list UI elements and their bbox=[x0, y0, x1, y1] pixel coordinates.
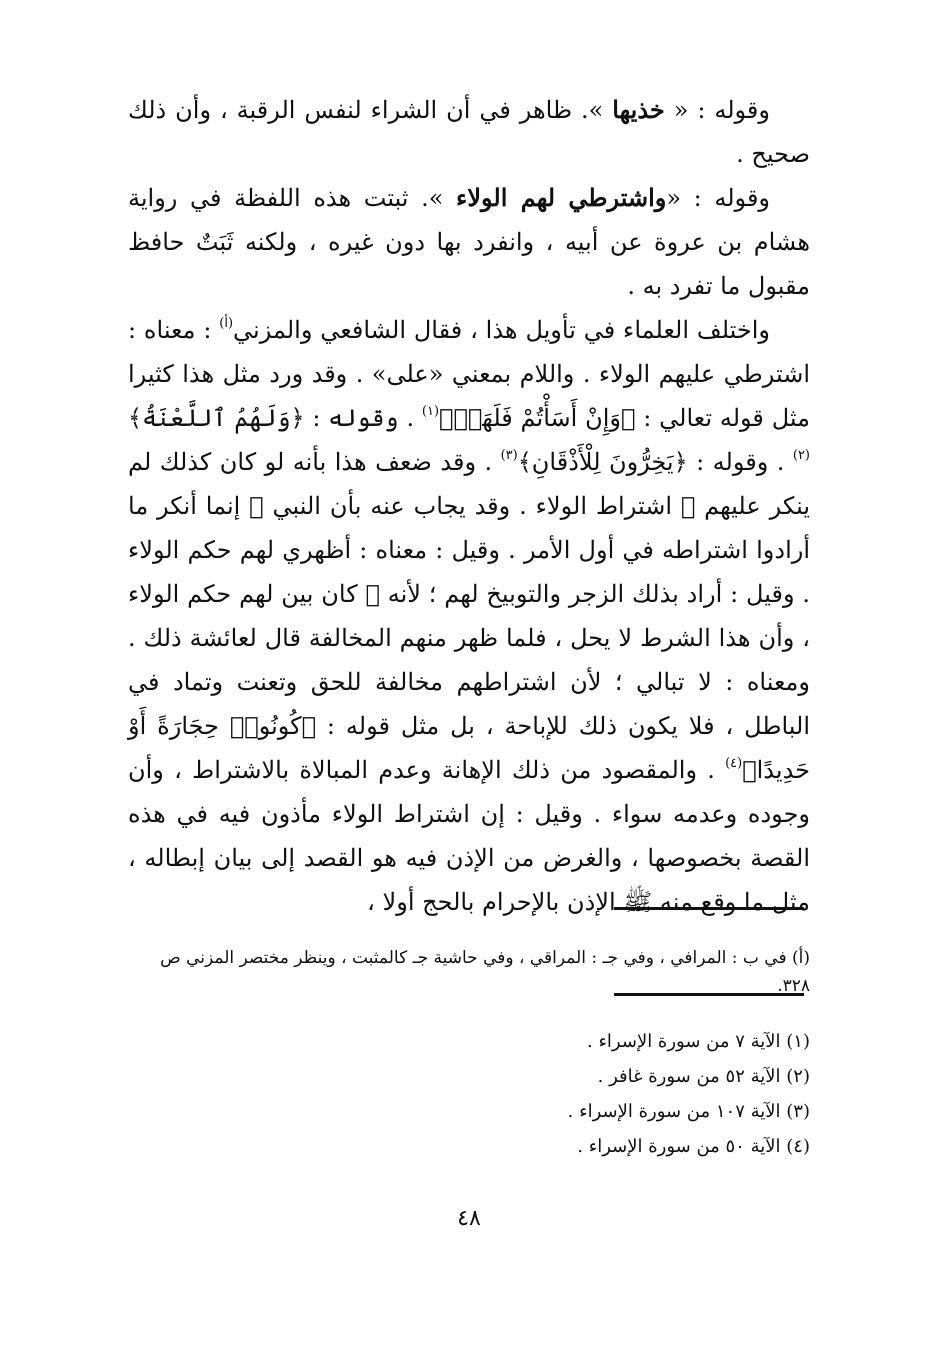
footnote-marker-1: (١) bbox=[421, 404, 440, 419]
footnote-item: (٢) الآية ٥٢ من سورة غافر . bbox=[597, 1066, 810, 1087]
quoted-word: خذيها bbox=[612, 95, 665, 124]
quoted-phrase: واشترطي لهم الولاء bbox=[456, 183, 667, 212]
text-run: : معناه : اشترطي عليهم الولاء . واللام بمعني «على» . وقد ورد مثل هذا كثيرا مثل قوله تعالي : ﴿وَإِنْ أَسَأْتُمْ فَلَهَاۚ﴾ bbox=[128, 316, 810, 432]
text-run: . وقوله : ﴿يَخِرُّونَ لِلْأَذْقَانِ﴾ bbox=[517, 448, 793, 476]
footnote-marker-4: (٤) bbox=[725, 756, 743, 771]
footnote-marker-2: (٢) bbox=[792, 448, 810, 463]
text-run: واختلف العلماء في تأويل هذا ، فقال الشافعي والمزني bbox=[233, 316, 770, 344]
footnote-separator bbox=[614, 907, 804, 910]
text-run: . وقد ضعف هذا بأنه لو كان كذلك لم ينكر عليهم ﷺ اشتراط الولاء . وقد يجاب عنه بأن النبي ﷺ إنما أنكر ما أرادوا اشتراطه في أول الأمر . وقيل : معناه : أظهري لهم حكم الولاء . وقيل : أراد بذلك الزجر والتوبيخ لهم ؛ لأنه ﷺ كان بين لهم حكم الولاء ، وأن هذا الشرط لا يحل ، فلما ظهر منهم المخالفة قال لعائشة ذلك . ومعناه : لا تبالي ؛ لأن اشتراطهم مخالفة للحق وتعنت وتماد في الباطل ، فلا يكون ذلك للإباحة ، بل مثل قوله : ﴿كُونُوا۟ حِجَارَةً أَوْ حَدِيدًا﴾ bbox=[128, 448, 810, 784]
text-run: ». ظاهر في أن الشراء لنفس الرقبة ، وأن ذلك صحيح . bbox=[128, 96, 810, 168]
text-run: . وقوله : ﴿وَلَهُمُ ٱللَّعْنَةُ﴾ bbox=[128, 404, 422, 432]
text-run: . والمقصود من ذلك الإهانة وعدم المبالاة بالاشتراط ، وأن وجوده وعدمه سواء . وقيل : إن اشتراط الولاء مأذون فيه في هذه القصة بخصوصها ، والغرض من الإذن فيه هو القصد إلى بيان إبطاله ، مثل ما وقع منه ﷺ الإذن بالإحرام بالحج أولا ، bbox=[128, 756, 810, 916]
text-run: وقوله : « bbox=[666, 184, 771, 212]
variant-note: (أ) في ب : المرافي ، وفي جـ : المراقي ، وفي حاشية جـ كالمثبت ، وينظر مختصر المزني ص ٣٢٨. bbox=[160, 948, 810, 996]
footnote-separator bbox=[614, 993, 804, 996]
paragraph-2 bbox=[128, 176, 810, 308]
main-text bbox=[128, 88, 810, 924]
page-number: ٤٨ bbox=[457, 1206, 481, 1231]
footnote-item: (١) الآية ٧ من سورة الإسراء . bbox=[587, 1031, 810, 1052]
footnote-marker-a: (أ) bbox=[219, 316, 234, 331]
footnote-item: (٣) الآية ١٠٧ من سورة الإسراء . bbox=[567, 1101, 810, 1122]
footnotes-list bbox=[128, 1024, 810, 1164]
text-run: ». ثبتت هذه اللفظة في رواية هشام بن عروة عن أبيه ، وانفرد بها دون غيره ، ولكنه ثَبَتٌ حافظ مقبول ما تفرد به . bbox=[128, 184, 811, 300]
paragraph-3 bbox=[128, 308, 810, 924]
text-run: وقوله : « bbox=[664, 96, 770, 124]
paragraph-1 bbox=[128, 88, 810, 176]
footnote-marker-3: (٣) bbox=[500, 448, 518, 463]
footnote-item: (٤) الآية ٥٠ من سورة الإسراء . bbox=[577, 1136, 810, 1157]
